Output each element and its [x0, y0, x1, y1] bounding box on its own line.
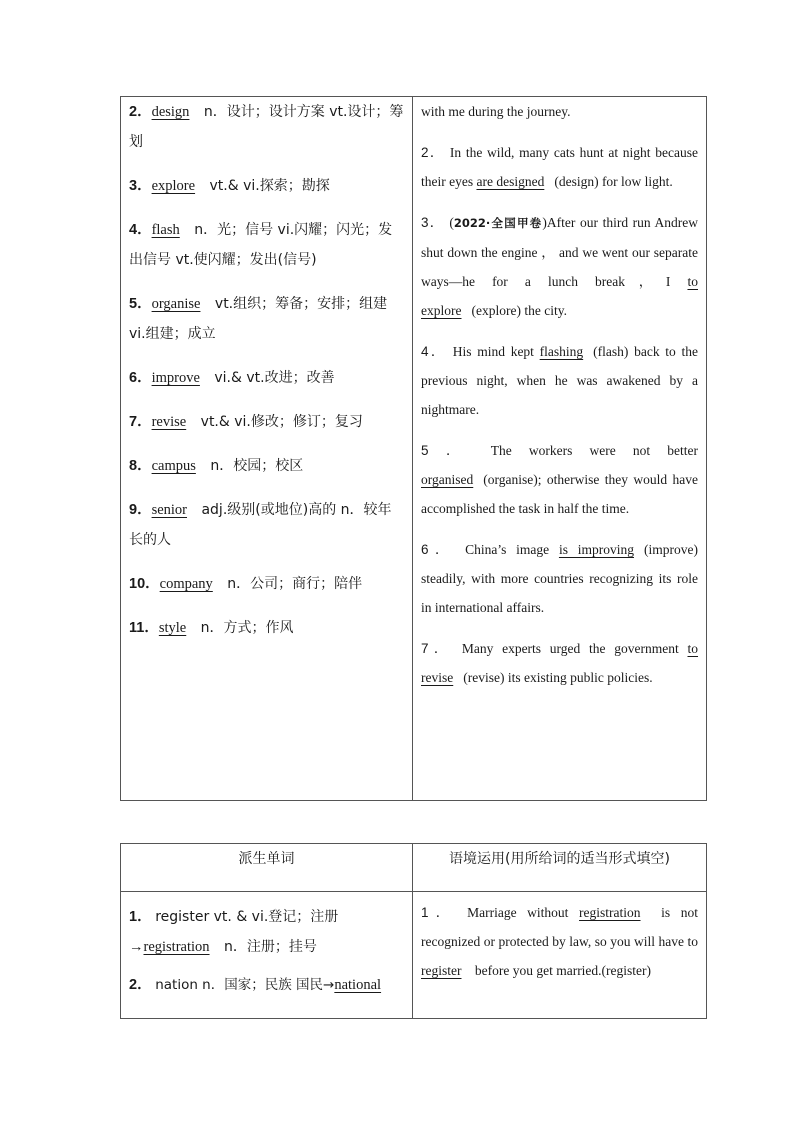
item-number: 8．	[129, 458, 152, 474]
word-entry	[129, 289, 404, 349]
item-number: 4．	[421, 344, 453, 359]
item-number: 7．	[421, 641, 462, 656]
word-entry	[129, 495, 404, 555]
derived-item	[129, 970, 404, 1000]
answer-blank: company	[159, 576, 213, 592]
sentence-part: Many experts urged the government	[461, 641, 679, 656]
word-gloss: adj.级别(或地位)高的 n．较年长的人	[129, 502, 392, 548]
sentence-part: (explore) the city.	[471, 303, 567, 318]
sentence-part: (revise) its existing public policies.	[463, 670, 653, 685]
item-number: 4．	[129, 222, 152, 238]
header-context-usage: 语境运用(用所给词的适当形式填空)	[413, 844, 707, 892]
sentence-part: (design) for low light.	[554, 174, 673, 189]
sentence-part: before you get married.(register)	[474, 963, 652, 978]
word-gloss: n．公司；商行；陪伴	[222, 576, 363, 592]
word-entry	[129, 451, 404, 481]
answer-blank: is improving	[558, 542, 634, 557]
item-gloss: n．注册；挂号	[219, 939, 317, 955]
answer-blank: are designed	[476, 174, 545, 189]
exercise-item	[421, 436, 698, 523]
item-number: 10．	[129, 576, 160, 592]
word-list	[129, 97, 404, 643]
word-entry	[129, 569, 404, 599]
exercise-list	[421, 97, 698, 692]
word-gloss: vt.组织；筹备；安排；组建 vi.组建；成立	[129, 296, 388, 342]
answer-blank: to explore	[421, 274, 698, 318]
answer-blank: organise	[151, 296, 201, 312]
answer-blank: national	[334, 977, 382, 993]
item-number: 5 ．	[421, 443, 491, 458]
answer-blank: registration	[579, 905, 641, 920]
item-number: 2．	[421, 145, 450, 160]
item-number: 1．	[421, 905, 457, 920]
derived-item	[129, 902, 404, 962]
word-gloss: n．光；信号 vi.闪耀；闪光；发出信号 vt.使闪耀；发出(信号)	[129, 222, 393, 268]
exercise-item	[421, 97, 698, 126]
derivatives-table	[120, 843, 707, 1019]
answer-blank: revise	[151, 414, 187, 430]
item-number: 9．	[129, 502, 152, 518]
sentence-part: Marriage without	[467, 905, 569, 920]
sentence-part: )After our third run Andrew shut down the engine ， and we went our separate ways—he for a lunch break，I	[421, 215, 698, 289]
answer-blank: campus	[151, 458, 196, 474]
exercise-item	[421, 535, 698, 622]
item-number: 1．	[129, 909, 152, 925]
exercise-item	[421, 337, 698, 424]
answer-blank: flash	[151, 222, 180, 238]
word-gloss: vt.& vi.探索；勘探	[205, 178, 330, 194]
sentence-part: is not recognized or protected by law, so you will have to	[421, 905, 699, 949]
exercise-item	[421, 898, 698, 985]
item-text: register vt. & vi.登记；注册	[155, 909, 339, 925]
exercise-item	[421, 138, 698, 196]
header-derived-words: 派生单词	[121, 844, 413, 892]
item-number: 2．	[129, 977, 152, 993]
answer-blank: to revise	[421, 641, 699, 685]
exercise-item	[421, 208, 698, 325]
item-number: 11．	[129, 620, 159, 636]
sentence-part: with me during the journey.	[421, 104, 571, 119]
item-text: nation n．国家；民族 国民→	[155, 977, 335, 993]
word-entry	[129, 97, 404, 157]
answer-blank: style	[158, 620, 187, 636]
word-gloss: vi.& vt.改进；改善	[209, 370, 335, 386]
answer-blank: register	[421, 963, 462, 978]
derived-words-cell	[121, 892, 413, 1019]
item-number: 3．	[421, 215, 450, 230]
vocabulary-table	[120, 96, 707, 801]
answer-blank: organised	[421, 472, 474, 487]
item-number: 5．	[129, 296, 152, 312]
word-gloss: n．设计；设计方案 vt.设计；筹划	[129, 104, 404, 150]
word-gloss: n．方式；作风	[196, 620, 294, 636]
sentence-part: In the wild, many cats hunt at night because their eyes	[421, 145, 699, 189]
sentence-part: (flash) back to the previous night, when he was awakened by a nightmare.	[421, 344, 698, 417]
sentence-part: (organise); otherwise they would have accomplished the task in half the time.	[421, 472, 698, 516]
sentence-part: China’s image	[465, 542, 550, 557]
item-number: 3．	[129, 178, 152, 194]
word-entry	[129, 407, 404, 437]
arrow: →	[129, 939, 144, 955]
context-usage-cell	[413, 892, 707, 1019]
sentence-part: His mind kept	[452, 344, 534, 359]
word-entry	[129, 613, 404, 643]
vocabulary-column	[121, 97, 413, 801]
item-number: 7．	[129, 414, 152, 430]
answer-blank: senior	[151, 502, 188, 518]
word-entry	[129, 215, 404, 275]
word-entry	[129, 171, 404, 201]
exercise-column	[413, 97, 707, 801]
word-gloss: vt.& vi.修改；修订；复习	[196, 414, 363, 430]
answer-blank: registration	[143, 939, 210, 955]
answer-blank: explore	[151, 178, 196, 194]
item-number: 2．	[129, 104, 152, 120]
sentence-part: (	[449, 215, 454, 230]
word-entry	[129, 363, 404, 393]
answer-blank: design	[151, 104, 190, 120]
answer-blank: improve	[151, 370, 200, 386]
exercise-item	[421, 634, 698, 692]
word-gloss: n．校园；校区	[205, 458, 304, 474]
source-tag: 2022·全国甲卷	[453, 216, 543, 230]
sentence-part: The workers were not better	[490, 443, 698, 458]
sentence-part: (improve) steadily, with more countries recognizing its role in international affairs.	[421, 542, 698, 615]
answer-blank: flashing	[539, 344, 584, 359]
item-number: 6．	[129, 370, 152, 386]
item-number: 6．	[421, 542, 466, 557]
